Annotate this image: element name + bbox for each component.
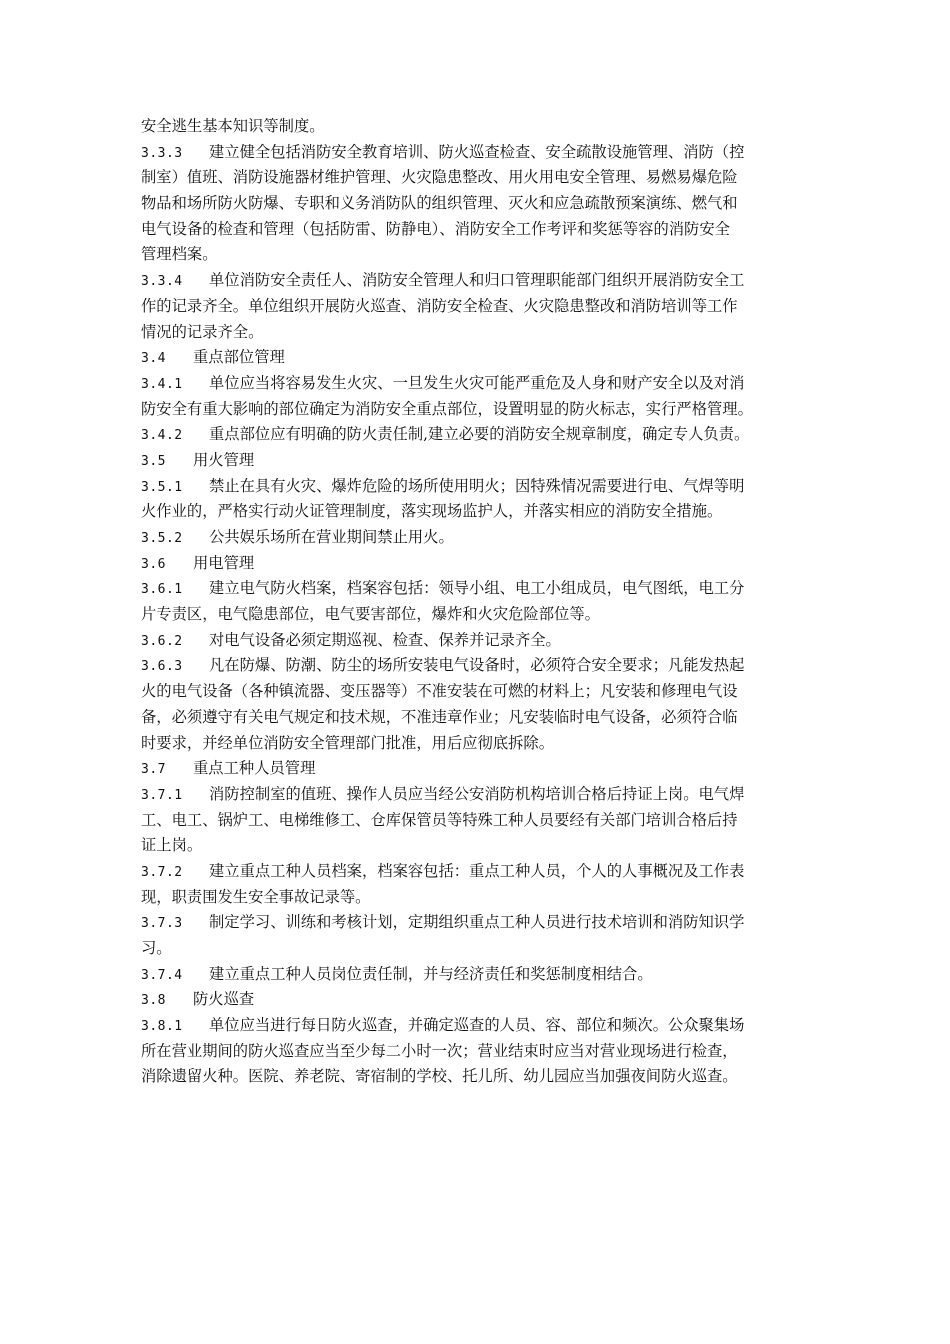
text-line <box>141 499 816 525</box>
clause-line <box>141 551 816 577</box>
section-number: 3.7 <box>141 762 166 778</box>
paragraph-text: 现，职责围发生安全事故记录等。 <box>141 887 371 906</box>
section-heading: 用电管理 <box>193 553 255 572</box>
section-number: 3.8 <box>141 993 166 1009</box>
text-line <box>141 679 816 705</box>
clause-number: 3.8.1 <box>141 1019 183 1035</box>
paragraph-text: 物品和场所防火防爆、专职和义务消防队的组织管理、灭火和应急疏散预案演练、燃气和 <box>141 194 738 213</box>
text-line <box>141 114 816 140</box>
paragraph-text: 电气设备的检查和管理（包括防雷、防静电）、消防安全工作考评和奖惩等容的消防安全 <box>141 219 730 238</box>
paragraph-text: 情况的记录齐全。 <box>141 322 264 341</box>
clause-number: 3.5.1 <box>141 479 183 495</box>
paragraph-text: 单位应当进行每日防火巡查，并确定巡查的人员、容、部位和频次。公众聚集场 <box>209 1016 745 1035</box>
paragraph-text: 单位应当将容易发生火灾、一旦发生火灾可能严重危及人身和财产安全以及对消 <box>209 373 745 392</box>
paragraph-text: 制定学习、训练和考核计划，定期组织重点工种人员进行技术培训和消防知识学 <box>209 913 745 932</box>
paragraph-text: 工、电工、锅炉工、电梯维修工、仓库保管员等特殊工种人员要经有关部门培训合格后持 <box>141 810 738 829</box>
clause-number: 3.7.1 <box>141 787 183 803</box>
section-heading: 防火巡查 <box>193 990 255 1009</box>
clause-number: 3.6.1 <box>141 582 183 598</box>
paragraph-text: 习。 <box>141 939 172 957</box>
clause-number: 3.6.2 <box>141 633 183 649</box>
paragraph-text: 建立电气防火档案，档案容包括：领导小组、电工小组成员，电气图纸，电工分 <box>209 579 745 598</box>
clause-line <box>141 371 816 397</box>
text-line <box>141 936 816 962</box>
clause-number: 3.4.1 <box>141 376 183 392</box>
clause-line <box>141 910 816 936</box>
text-line <box>141 808 816 834</box>
paragraph-text: 所在营业期间的防火巡查应当至少每二小时一次；营业结束时应当对营业现场进行检查， <box>141 1041 738 1060</box>
clause-number: 3.7.4 <box>141 967 183 983</box>
text-line <box>141 397 816 423</box>
text-line <box>141 1064 816 1090</box>
text-line <box>141 705 816 731</box>
section-number: 3.6 <box>141 556 166 572</box>
paragraph-text: 安全逃生基本知识等制度。 <box>141 117 325 135</box>
paragraph-text: 证上岗。 <box>141 836 203 855</box>
text-line <box>141 294 816 320</box>
clause-number: 3.6.3 <box>141 659 183 675</box>
clause-number: 3.7.2 <box>141 864 183 880</box>
text-line <box>141 602 816 628</box>
paragraph-text: 火的电气设备（各种镇流器、变压器等）不准安装在可燃的材料上；凡安装和修理电气设 <box>141 682 738 701</box>
paragraph-text: 防安全有重大影响的部位确定为消防安全重点部位，设置明显的防火标志，实行严格管理。 <box>141 399 753 418</box>
paragraph-text: 作的记录齐全。单位组织开展防火巡查、消防安全检查、火灾隐患整改和消防培训等工作 <box>141 296 738 315</box>
text-line <box>141 165 816 191</box>
paragraph-text: 建立重点工种人员档案，档案容包括：重点工种人员，个人的人事概况及工作表 <box>209 861 745 880</box>
paragraph-text: 单位消防安全责任人、消防安全管理人和归口管理职能部门组织开展消防安全工 <box>209 271 745 290</box>
paragraph-text: 消防控制室的值班、操作人员应当经公安消防机构培训合格后持证上岗。电气焊 <box>209 784 745 803</box>
clause-line <box>141 345 816 371</box>
paragraph-text: 对电气设备必须定期巡视、检查、保养并记录齐全。 <box>209 630 561 649</box>
clause-number: 3.3.3 <box>141 145 183 161</box>
clause-line <box>141 859 816 885</box>
clause-line <box>141 422 816 448</box>
text-line <box>141 885 816 911</box>
text-line <box>141 731 816 757</box>
paragraph-text: 备，必须遵守有关电气规定和技术规，不准违章作业；凡安装临时电气设备，必须符合临 <box>141 707 738 726</box>
clause-line <box>141 448 816 474</box>
document-body <box>141 114 816 1090</box>
text-line <box>141 833 816 859</box>
clause-line <box>141 628 816 654</box>
clause-line <box>141 576 816 602</box>
text-line <box>141 217 816 243</box>
clause-line <box>141 525 816 551</box>
clause-line <box>141 987 816 1013</box>
clause-line <box>141 962 816 988</box>
text-line <box>141 191 816 217</box>
paragraph-text: 建立重点工种人员岗位责任制，并与经济责任和奖惩制度相结合。 <box>209 964 653 983</box>
text-line <box>141 1039 816 1065</box>
paragraph-text: 建立健全包括消防安全教育培训、防火巡查检查、安全疏散设施管理、消防（控 <box>209 142 745 161</box>
clause-line <box>141 474 816 500</box>
clause-line <box>141 653 816 679</box>
paragraph-text: 凡在防爆、防潮、防尘的场所安装电气设备时，必须符合安全要求；凡能发热起 <box>209 656 745 675</box>
paragraph-text: 管理档案。 <box>141 245 218 264</box>
section-heading: 重点部位管理 <box>193 348 285 367</box>
paragraph-text: 公共娱乐场所在营业期间禁止用火。 <box>209 528 454 546</box>
paragraph-text: 禁止在具有火灾、爆炸危险的场所使用明火；因特殊情况需要进行电、气焊等明 <box>209 476 745 495</box>
clause-number: 3.7.3 <box>141 916 183 932</box>
text-line <box>141 242 816 268</box>
clause-line <box>141 756 816 782</box>
paragraph-text: 重点部位应有明确的防火责任制,建立必要的消防安全规章制度，确定专人负责。 <box>209 425 750 444</box>
paragraph-text: 消除遗留火种。医院、养老院、寄宿制的学校、托儿所、幼儿园应当加强夜间防火巡查。 <box>141 1067 738 1086</box>
section-number: 3.4 <box>141 351 166 367</box>
paragraph-text: 火作业的，严格实行动火证管理制度，落实现场监护人，并落实相应的消防安全措施。 <box>141 502 723 521</box>
paragraph-text: 制室）值班、消防设施器材维护管理、火灾隐患整改、用火用电安全管理、易燃易爆危险 <box>141 168 738 187</box>
clause-line <box>141 782 816 808</box>
clause-number: 3.5.2 <box>141 531 183 546</box>
section-number: 3.5 <box>141 453 166 469</box>
section-heading: 用火管理 <box>193 450 255 469</box>
clause-number: 3.4.2 <box>141 428 183 444</box>
paragraph-text: 片专责区，电气隐患部位，电气要害部位，爆炸和火灾危险部位等。 <box>141 605 600 624</box>
paragraph-text: 时要求，并经单位消防安全管理部门批准，用后应彻底拆除。 <box>141 733 555 752</box>
clause-line <box>141 268 816 294</box>
clause-line <box>141 1013 816 1039</box>
clause-number: 3.3.4 <box>141 274 183 290</box>
text-line <box>141 320 816 346</box>
section-heading: 重点工种人员管理 <box>193 759 316 778</box>
clause-line <box>141 140 816 166</box>
